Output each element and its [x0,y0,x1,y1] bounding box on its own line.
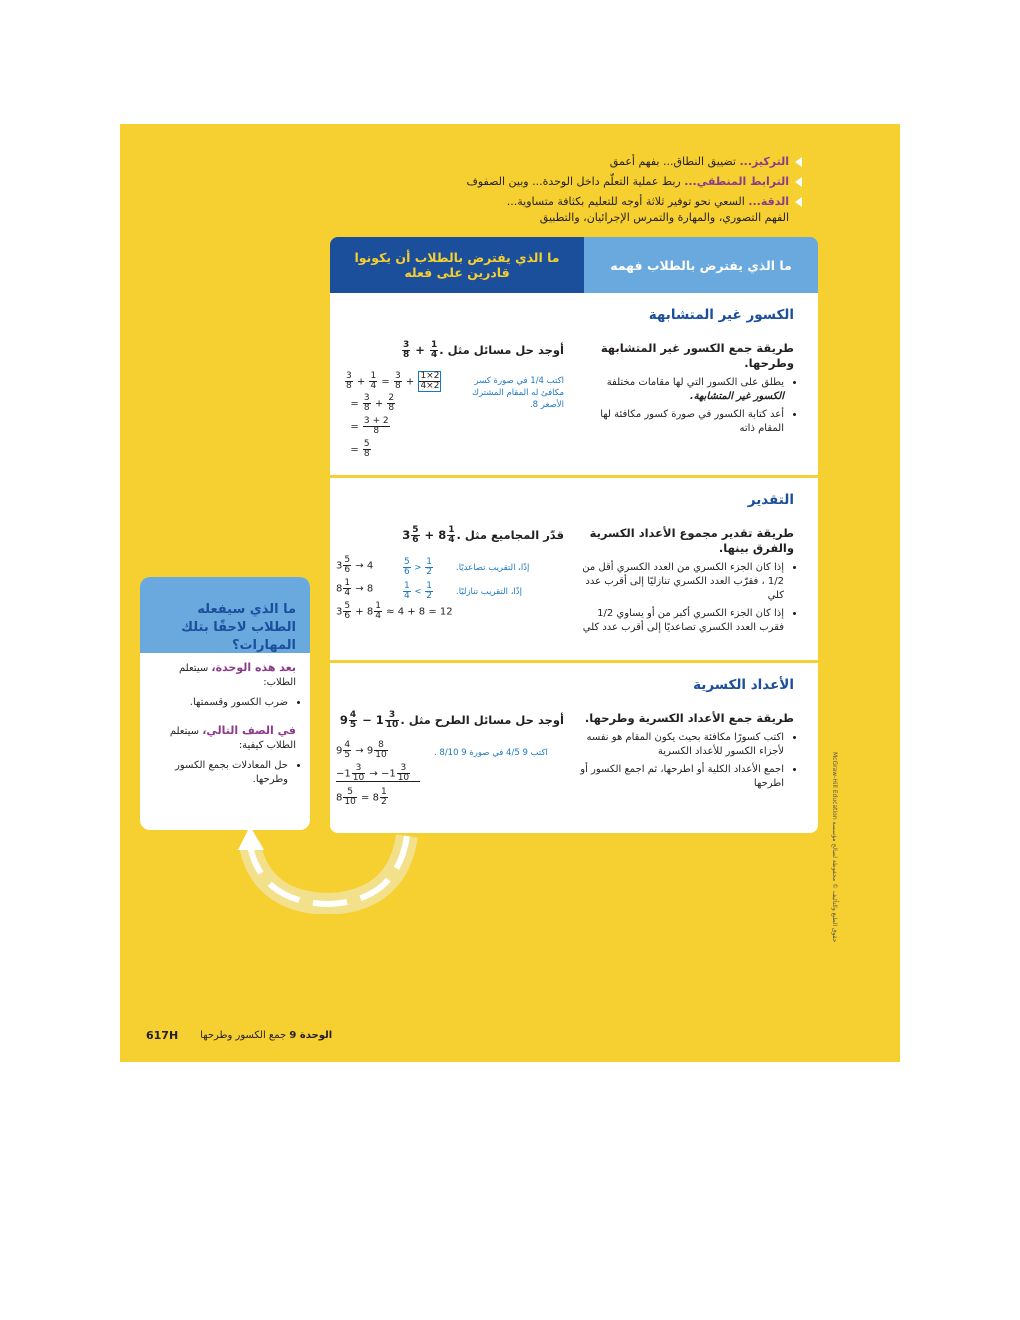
list-item: • ضرب الكسور وقسمتها. [154,696,288,710]
example-heading: أوجد حل مسائل مثل $\frac{3}{8}$ + $\frac{1}{4}$ . [403,340,564,360]
comparison-up: $\frac{5}{6}$ > $\frac{1}{2}$ [404,557,432,577]
question: طريقة تقدير مجموع الأعداد الكسرية والفرق بينها. [589,526,794,555]
bullet: • يطلق على الكسور التي لها مقامات مختلفة الكسور غير المتشابهة. [578,376,784,404]
bullet: • إذا كان الجزء الكسري أكبر من أو يساوي 1/2 فقرب العدد الكسري تصاعديًا إلى أقرب عدد كلي [578,607,784,635]
section-title: الأعداد الكسرية [693,677,794,693]
page [120,124,900,1062]
sidebar-next-steps [140,577,310,830]
triangle-bullet-icon [795,157,802,167]
understand-column [578,711,794,795]
note-round-down: إذًا، التقريب تنازليًا. [456,587,522,597]
header-understand: ما الذي يفترض بالطلاب فهمه [584,237,818,293]
example-heading: قدّر المجاميع مثل 3 $\frac{5}{6}$ + 8 $\frac{1}{4}$ . [402,525,564,545]
fraction: $\frac{1}{4}$ [430,340,438,360]
panel-unlike-fractions [330,293,818,478]
panel-mixed-numbers [330,663,818,833]
panel-estimation [330,478,818,663]
understand-column [578,341,794,440]
page-number: 617H [146,1029,179,1042]
bullet: • إذا كان الجزء الكسري من العدد الكسري أقل من 1/2 ، فقرّب العدد الكسري تنازليًا إلى أقرب عدد كلي [578,561,784,603]
sidebar-title: ما الذي سيفعله الطلاب لاحقًا بتلك المهارات؟ [140,577,310,653]
rigor-line: الدقة... السعي نحو توفير ثلاثة أوجه للتعليم بكثافة متساوية... الفهم التصوري، والمهارة والتمرس الإجرائيان، والتطبيق [242,194,802,226]
section-title: التقدير [747,492,794,508]
main-table [330,237,818,833]
footer [146,1029,332,1042]
example-expression: $\frac{3}{8}$ + $\frac{1}{4}$ . [403,340,444,360]
focus-line: التركيز... تضييق النطاق... بفهم أعمق [242,154,802,170]
understand-column [578,526,794,639]
cycle-arrow-icon [232,824,422,914]
example-heading: أوجد حل مسائل الطرح مثل 9 $\frac{4}{5}$ − 1 $\frac{3}{10}$ . [339,710,564,730]
section-title: الكسور غير المتشابهة [648,307,794,323]
fraction: $\frac{3}{8}$ [403,340,410,360]
worked-solution: 3 $\frac{5}{6}$ → 4 8 $\frac{1}{4}$ → 8 3 $\frac{5}{6}$ + 8 $\frac{1}{4}$ ≈ 4 + 8 = 12 [336,555,453,621]
bullet: • أعد كتابة الكسور في صورة كسور مكافئة لها المقام ذاته [578,408,784,436]
annotation-note: اكتب 1/4 في صورة كسر مكافئ له المقام المشترك الأصغر 8. [472,376,564,410]
annotation-note: اكتب 9 4/5 في صورة 9 8/10 . [434,748,548,758]
copyright: حقوق الطبع والتأليف © محفوظة لصالح مؤسسة McGraw-Hill Education [831,752,838,943]
bullet: • اجمع الأعداد الكلية أو اطرحها، ثم اجمع الكسور أو اطرحها [578,763,784,791]
example-expression: 3 $\frac{5}{6}$ + 8 $\frac{1}{4}$ . [402,525,461,545]
example-expression: 9 $\frac{4}{5}$ − 1 $\frac{3}{10}$ . [339,710,405,730]
coherence-line: الترابط المنطقي... ربط عملية التعلّم داخل الوحدة... وبين الصفوف [242,174,802,190]
unit-title: الوحدة 9 جمع الكسور وطرحها [200,1030,333,1041]
triangle-bullet-icon [795,197,802,207]
focus-list [242,154,802,230]
question: طريقة جمع الكسور غير المتشابهة وطرحها. [600,341,794,370]
bullet: • اكتب كسورًا مكافئة بحيث يكون المقام هو نفسه لأجزاء الكسور للأعداد الكسرية [578,731,784,759]
column-headers [330,237,818,293]
worked-solution: 9 $\frac{4}{5}$ → 9 $\frac{8}{10}$ −1 $\frac{3}{10}$ → −1 $\frac{3}{10}$ 8 $\frac{5}{10}$ = 8 $\frac{1}{2}$ [336,741,420,805]
list-item: • حل المعادلات بجمع الكسور وطرحها. [154,759,288,787]
question: طريقة جمع الأعداد الكسرية وطرحها. [584,711,794,725]
comparison-down: $\frac{1}{4}$ < $\frac{1}{2}$ [404,581,432,601]
note-round-up: إذًا، التقريب تصاعديًا. [456,563,530,573]
sidebar-body: بعد هذه الوحدة، سيتعلم الطلاب: • ضرب الكسور وقسمتها. في الصف التالي، سيتعلم الطلاب كيفية: • حل المعادلات بجمع الكسور وطرحها. [140,653,310,787]
triangle-bullet-icon [795,177,802,187]
header-do: ما الذي يفترض بالطلاب أن يكونوا قادرين على فعله [330,237,584,293]
worked-solution: $\frac{3}{8}$ + $\frac{1}{4}$ = $\frac{3}{8}$ + $\frac{1\times 2}{4\times 2}$ = $\frac{3}{8}$ + $\frac{2}{8}$ = $\frac{3 + 2}{8}$ = $\frac{5}{8}$ [344,371,440,459]
